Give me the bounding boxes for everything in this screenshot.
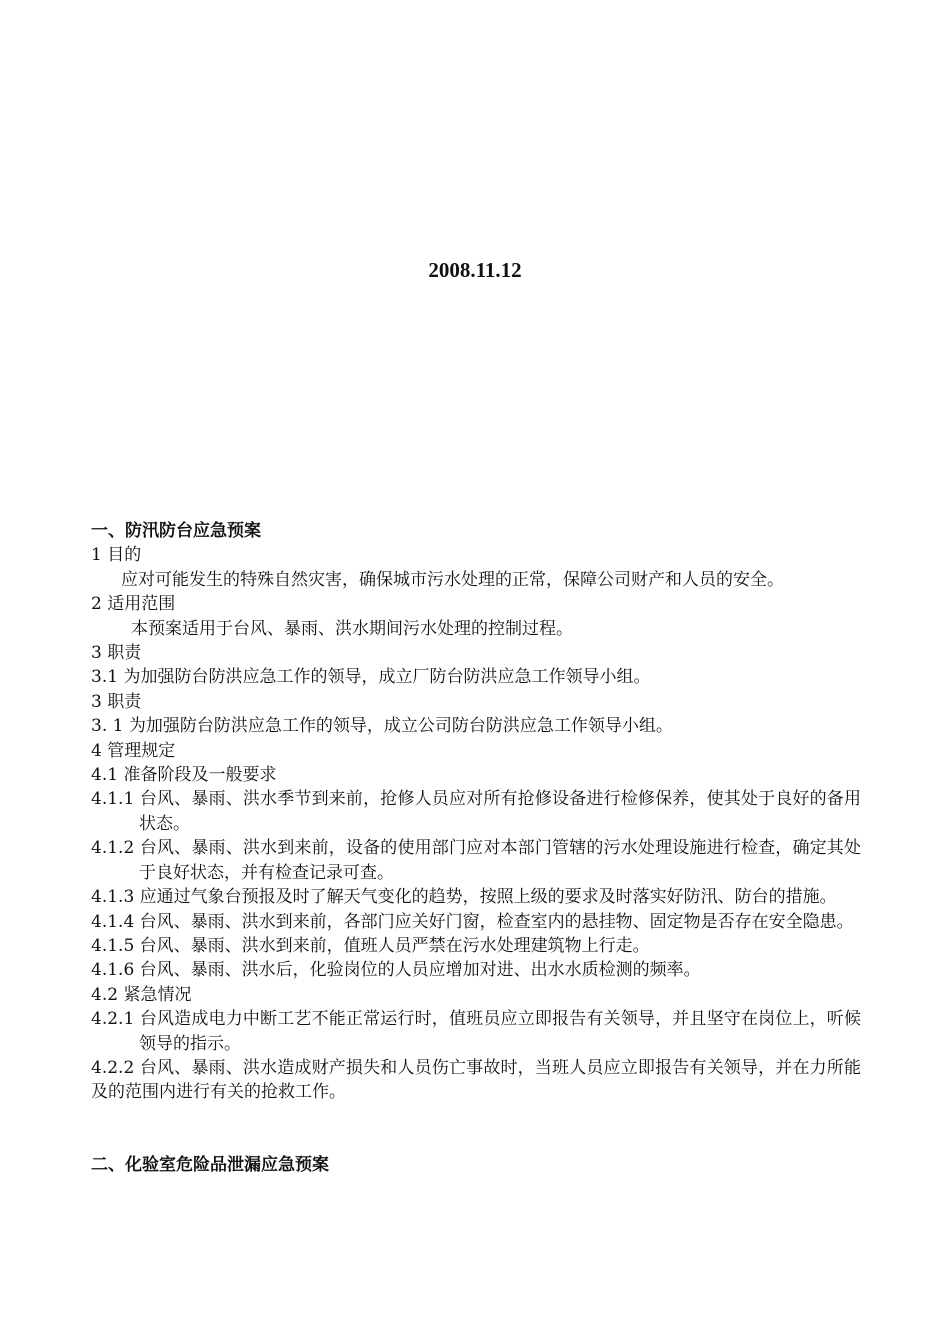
heading-management: 4 管理规定 (91, 740, 176, 761)
document-body (91, 519, 861, 1177)
clause-4-1-5: 4.1.5 台风、暴雨、洪水到来前，值班人员严禁在污水处理建筑物上行走。 (91, 935, 650, 956)
heading-scope: 2 适用范围 (91, 594, 176, 615)
section-title-2: 二、化验室危险品泄漏应急预案 (91, 1154, 329, 1175)
heading-duties: 3 职责 (91, 643, 142, 664)
clause-4-1-6: 4.1.6 台风、暴雨、洪水后，化验岗位的人员应增加对进、出水水质检测的频率。 (91, 960, 701, 981)
heading-4-2: 4.2 紧急情况 (91, 984, 192, 1005)
section-gap (91, 1105, 861, 1153)
clause-4-1-4: 4.1.4 台风、暴雨、洪水到来前，各部门应关好门窗，检查室内的悬挂物、固定物是否存在安全隐患。 (91, 911, 854, 932)
section-title: 一、防汛防台应急预案 (91, 521, 261, 541)
clause-4-1-3: 4.1.3 应通过气象台预报及时了解天气变化的趋势，按照上级的要求及时落实好防汛、防台的措施。 (91, 887, 837, 908)
clause-4-2-1: 4.2.1 台风造成电力中断工艺不能正常运行时，值班员应立即报告有关领导，并且坚守在岗位上，听候领导的指示。 (91, 1009, 861, 1054)
clause-4-1-1: 4.1.1 台风、暴雨、洪水季节到来前，抢修人员应对所有抢修设备进行检修保养，使其处于良好的备用状态。 (91, 789, 861, 834)
clause-3-1: 3.1 为加强防台防洪应急工作的领导，成立厂防台防洪应急工作领导小组。 (91, 667, 651, 688)
heading-purpose: 1 目的 (91, 545, 142, 566)
clause-3-1-repeat: 3. 1 为加强防台防洪应急工作的领导，成立公司防台防洪应急工作领导小组。 (91, 716, 673, 737)
paragraph-purpose: 应对可能发生的特殊自然灾害，确保城市污水处理的正常，保障公司财产和人员的安全。 (121, 569, 784, 590)
heading-duties-repeat: 3 职责 (91, 691, 142, 712)
document-date: 2008.11.12 (428, 258, 522, 282)
clause-4-1-2: 4.1.2 台风、暴雨、洪水到来前，设备的使用部门应对本部门管辖的污水处理设施进行检查，确定其处于良好状态，并有检查记录可查。 (91, 838, 861, 883)
heading-4-1: 4.1 准备阶段及一般要求 (91, 765, 277, 786)
paragraph-scope: 本预案适用于台风、暴雨、洪水期间污水处理的控制过程。 (131, 618, 573, 639)
clause-4-2-2: 4.2.2 台风、暴雨、洪水造成财产损失和人员伤亡事故时，当班人员应立即报告有关领导，并在力所能及的范围内进行有关的抢救工作。 (91, 1057, 861, 1103)
